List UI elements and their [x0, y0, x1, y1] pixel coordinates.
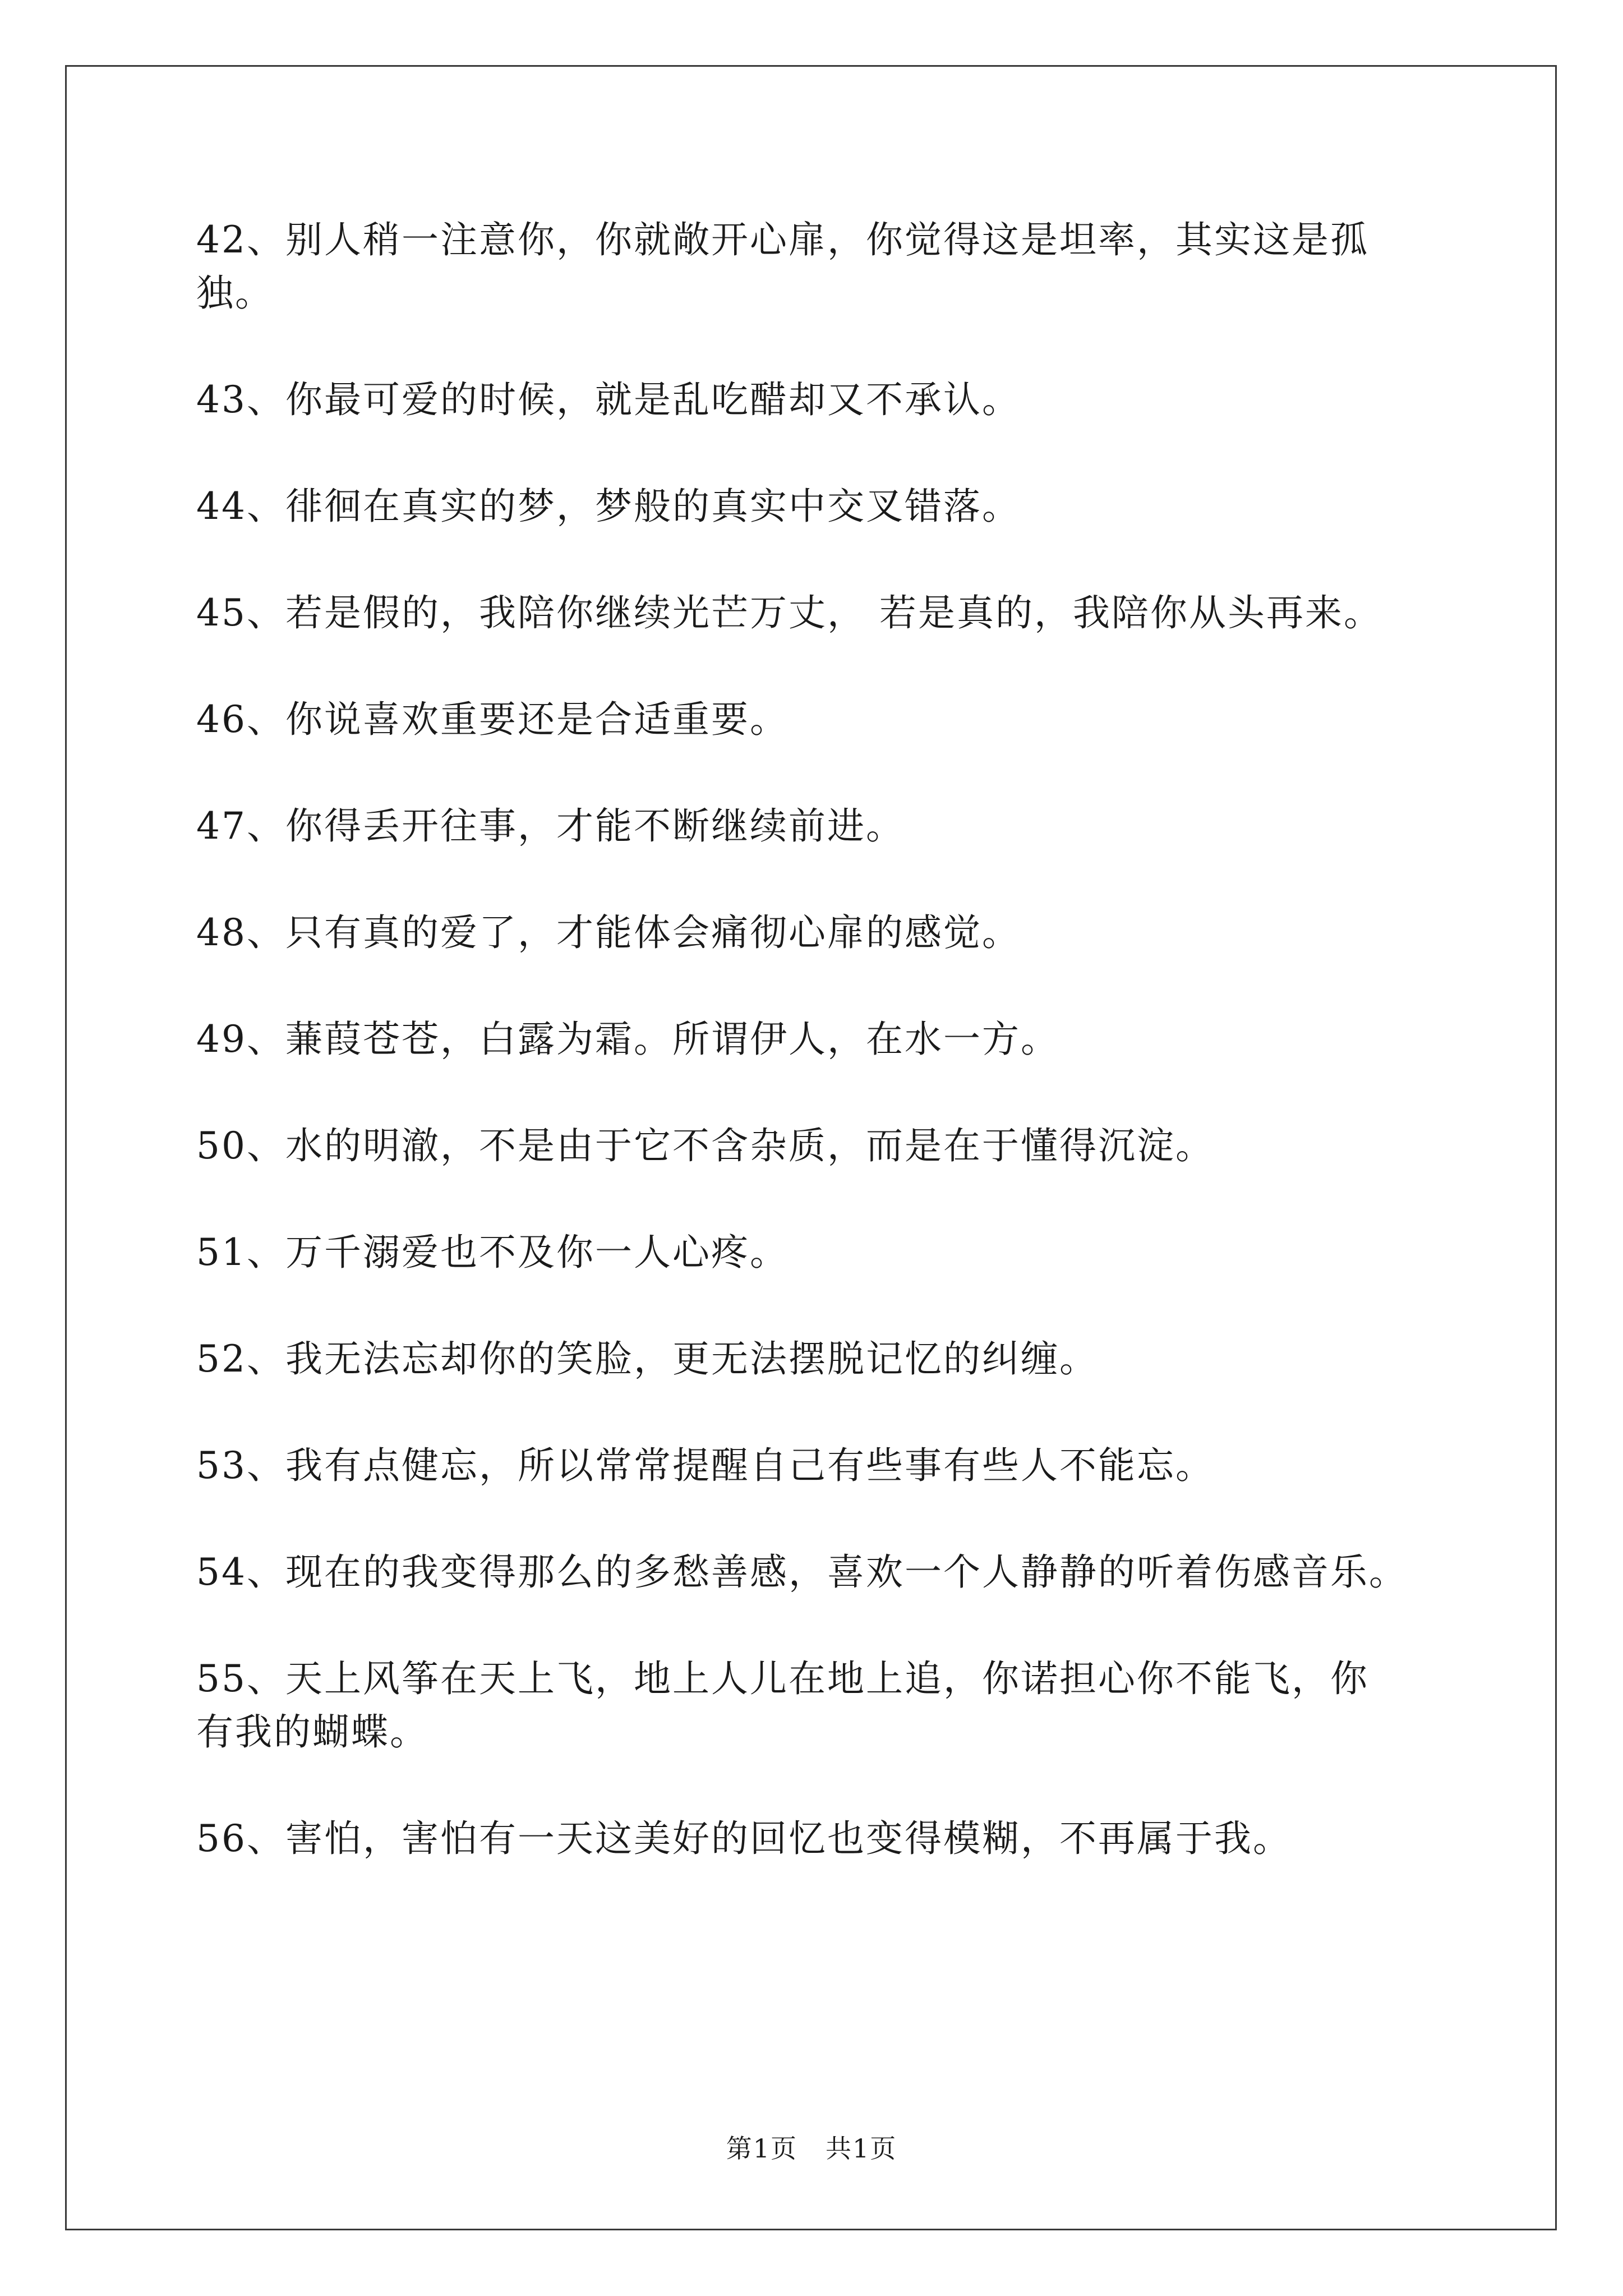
page-total: 共1页: [826, 2133, 897, 2164]
text-line: 有我的蝴蝶。: [196, 1710, 428, 1754]
text-line: 53、我有点健忘，所以常常提醒自己有些事有些人不能忘。: [196, 1444, 1214, 1487]
text-line: 54、现在的我变得那么的多愁善感，喜欢一个人静静的听着伤感音乐。: [196, 1550, 1408, 1594]
text-line: 46、你说喜欢重要还是合适重要。: [196, 698, 789, 741]
text-line: 49、蒹葭苍苍，白露为霜。所谓伊人，在水一方。: [196, 1018, 1059, 1061]
text-line: 48、只有真的爱了，才能体会痛彻心扉的感觉。: [196, 911, 1021, 954]
text-line: 43、你最可爱的时候，就是乱吃醋却又不承认。: [196, 378, 1021, 421]
text-line: 44、徘徊在真实的梦，梦般的真实中交叉错落。: [196, 485, 1021, 528]
text-line: 42、别人稍一注意你，你就敞开心扉，你觉得这是坦率，其实这是孤: [196, 218, 1369, 261]
text-line: 45、若是假的，我陪你继续光芒万丈， 若是真的，我陪你从头再来。: [196, 591, 1382, 634]
text-line: 独。: [196, 272, 274, 315]
text-line: 51、万千溺爱也不及你一人心疼。: [196, 1231, 789, 1274]
text-line: 56、害怕，害怕有一天这美好的回忆也变得模糊，不再属于我。: [196, 1817, 1292, 1860]
page-footer: [0, 2132, 1623, 2165]
text-line: 50、水的明澈，不是由于它不含杂质，而是在于懂得沉淀。: [196, 1124, 1214, 1167]
text-line: 55、天上风筝在天上飞，地上人儿在地上追，你诺担心你不能飞，你: [196, 1657, 1369, 1700]
document-body: [196, 213, 1464, 1918]
text-line: 52、我无法忘却你的笑脸，更无法摆脱记忆的纠缠。: [196, 1337, 1098, 1381]
page-number: 第1页: [726, 2133, 797, 2164]
text-line: 47、你得丢开往事，才能不断继续前进。: [196, 804, 905, 848]
